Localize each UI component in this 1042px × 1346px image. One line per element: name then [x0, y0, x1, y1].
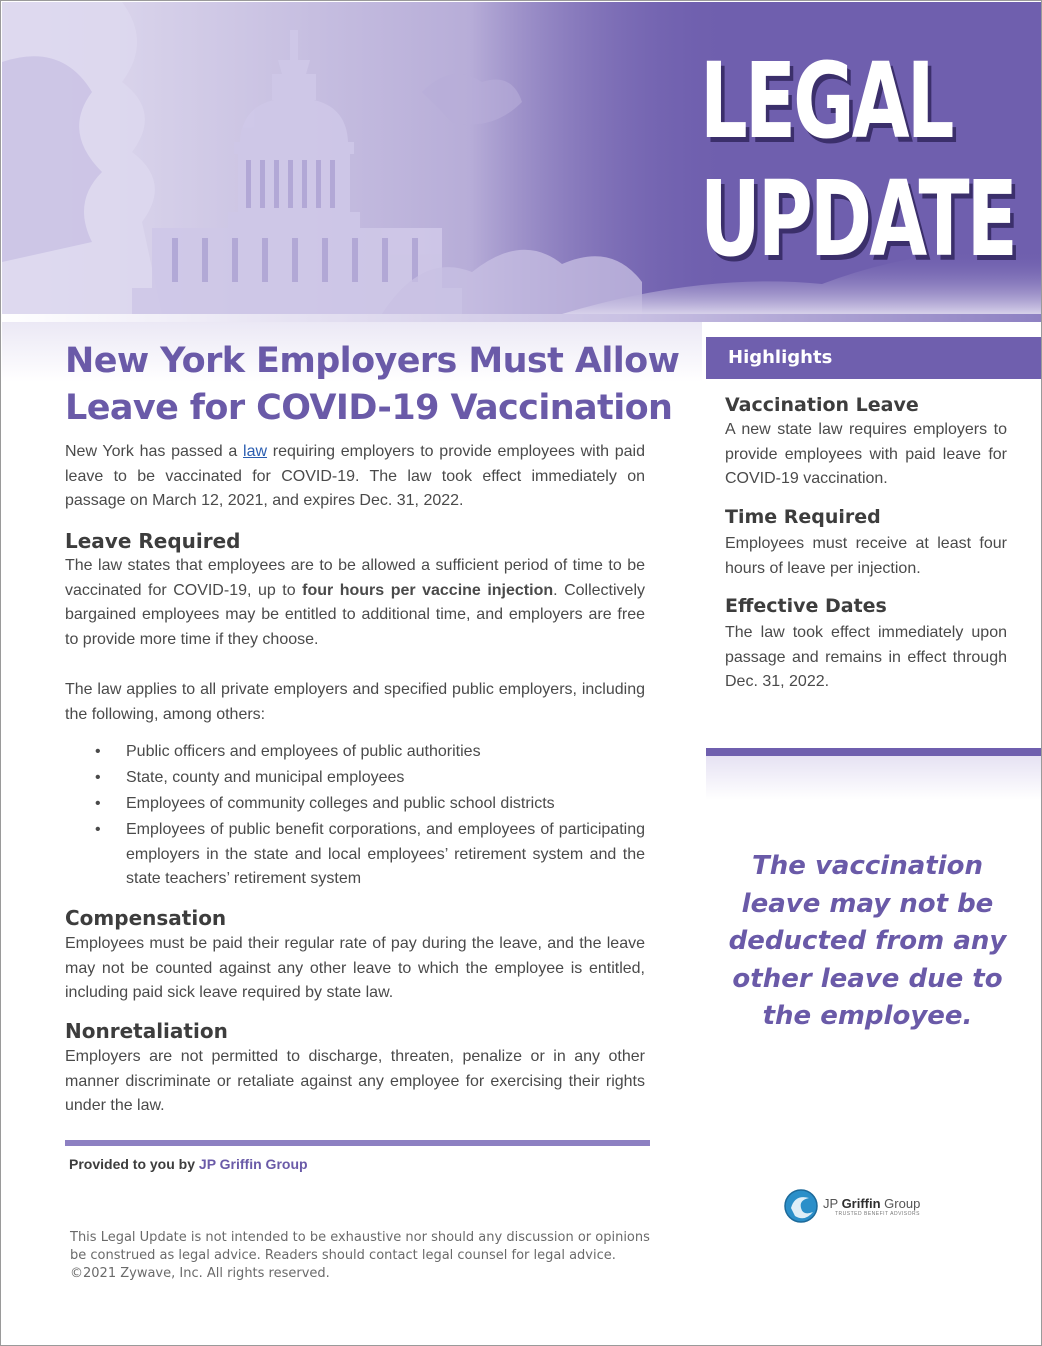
bullet-icon: •: [95, 821, 101, 838]
highlights-label: Highlights: [728, 347, 833, 368]
sidebar-fade: [706, 756, 1042, 800]
nonretaliation-heading: Nonretaliation: [65, 1019, 228, 1043]
logo-wordmark: [823, 1196, 920, 1211]
law-link[interactable]: law: [243, 443, 268, 460]
sidebar-rule: [706, 748, 1042, 756]
highlight-text-time-required: Employees must receive at least four hours of leave per injection.: [725, 535, 1007, 577]
footer-divider: [65, 1140, 650, 1146]
banner-underline: [2, 314, 1042, 322]
employer-list: [65, 740, 645, 893]
applies-paragraph: The law applies to all private employers and specified public employers, including the following, among others:: [65, 681, 645, 723]
list-item-text: Employees of public benefit corporations, and employees of participating employers in the state and local employees’ retirement system and the state teachers’ retirement system: [126, 821, 645, 887]
list-item: [65, 792, 645, 817]
disclaimer-text: This Legal Update is not intended to be exhaustive nor should any discussion or opinions be construed as legal advice. Readers should contact legal counsel for legal advice. ©2021 Zywave, Inc. All rights reserved.: [70, 1230, 650, 1281]
list-item: [65, 740, 645, 765]
highlight-text-effective-dates: The law took effect immediately upon passage and remains in effect through Dec. 31, 2022.: [725, 624, 1007, 690]
list-item-text: Public officers and employees of public authorities: [126, 743, 481, 760]
pull-quote: The vaccination leave may not be deducted from any other leave due to the employee.: [728, 851, 1007, 1031]
banner-title-line2: UPDATE: [700, 158, 1015, 280]
highlight-text-vaccination-leave: A new state law requires employers to provide employees with paid leave for COVID-19 vaccination.: [725, 421, 1007, 487]
company-logo: [783, 1188, 933, 1224]
leave-required-text-start: The law states that employees are to be allowed a sufficient period of time to be vaccinated for COVID-19, up to: [65, 557, 645, 599]
intro-text-start: New York has passed a: [65, 443, 244, 460]
griffin-swirl-icon: [783, 1188, 819, 1224]
leave-required-heading: Leave Required: [65, 529, 241, 553]
logo-name-suffix: Group: [880, 1196, 921, 1211]
provided-by-org: JP Griffin Group: [198, 1156, 308, 1172]
intro-paragraph: [65, 440, 645, 514]
highlights-header: [706, 337, 1042, 379]
logo-tagline: TRUSTED BENEFIT ADVISORS: [835, 1211, 920, 1217]
compensation-paragraph: Employees must be paid their regular rate of pay during the leave, and the leave may not be counted against any other leave to which the employee is entitled, including paid sick leave required by state law.: [65, 935, 645, 1001]
highlight-heading-vaccination-leave: Vaccination Leave: [725, 394, 919, 416]
provided-by-prefix: Provided to you by: [69, 1156, 199, 1172]
compensation-heading: Compensation: [65, 906, 227, 930]
logo-name-prefix: JP: [823, 1196, 842, 1211]
list-item-text: State, county and municipal employees: [126, 769, 405, 786]
highlight-heading-time-required: Time Required: [725, 506, 881, 528]
list-item: [65, 818, 645, 892]
leave-required-paragraph: [65, 554, 645, 652]
banner-title: [700, 40, 1015, 280]
leave-required-text-end: . Collectively bargained employees may be entitled to additional time, and employers are free to provide more time if they choose.: [65, 581, 645, 648]
bullet-icon: •: [95, 743, 101, 760]
banner-title-line1: LEGAL: [700, 40, 952, 162]
leave-required-bold-text: four hours per vaccine injection: [302, 581, 554, 599]
article-title: New York Employers Must Allow Leave for COVID-19 Vaccination: [65, 341, 680, 428]
nonretaliation-paragraph: Employers are not permitted to discharge, threaten, penalize or in any other manner discriminate or retaliate against any employee for exercising their rights under the law.: [65, 1048, 645, 1114]
logo-name-bold: Griffin: [841, 1196, 881, 1211]
bullet-icon: •: [95, 769, 101, 786]
highlight-heading-effective-dates: Effective Dates: [725, 595, 887, 617]
intro-text-end: requiring employers to provide employees with paid leave to be vaccinated for COVID-19. The law took effect immediately on passage on March 12, 2021, and expires Dec. 31, 2022.: [65, 443, 645, 509]
list-item-text: Employees of community colleges and public school districts: [126, 795, 555, 812]
provided-by: [69, 1156, 308, 1172]
header-banner: [2, 2, 1042, 314]
list-item: [65, 766, 645, 791]
bullet-icon: •: [95, 795, 101, 812]
